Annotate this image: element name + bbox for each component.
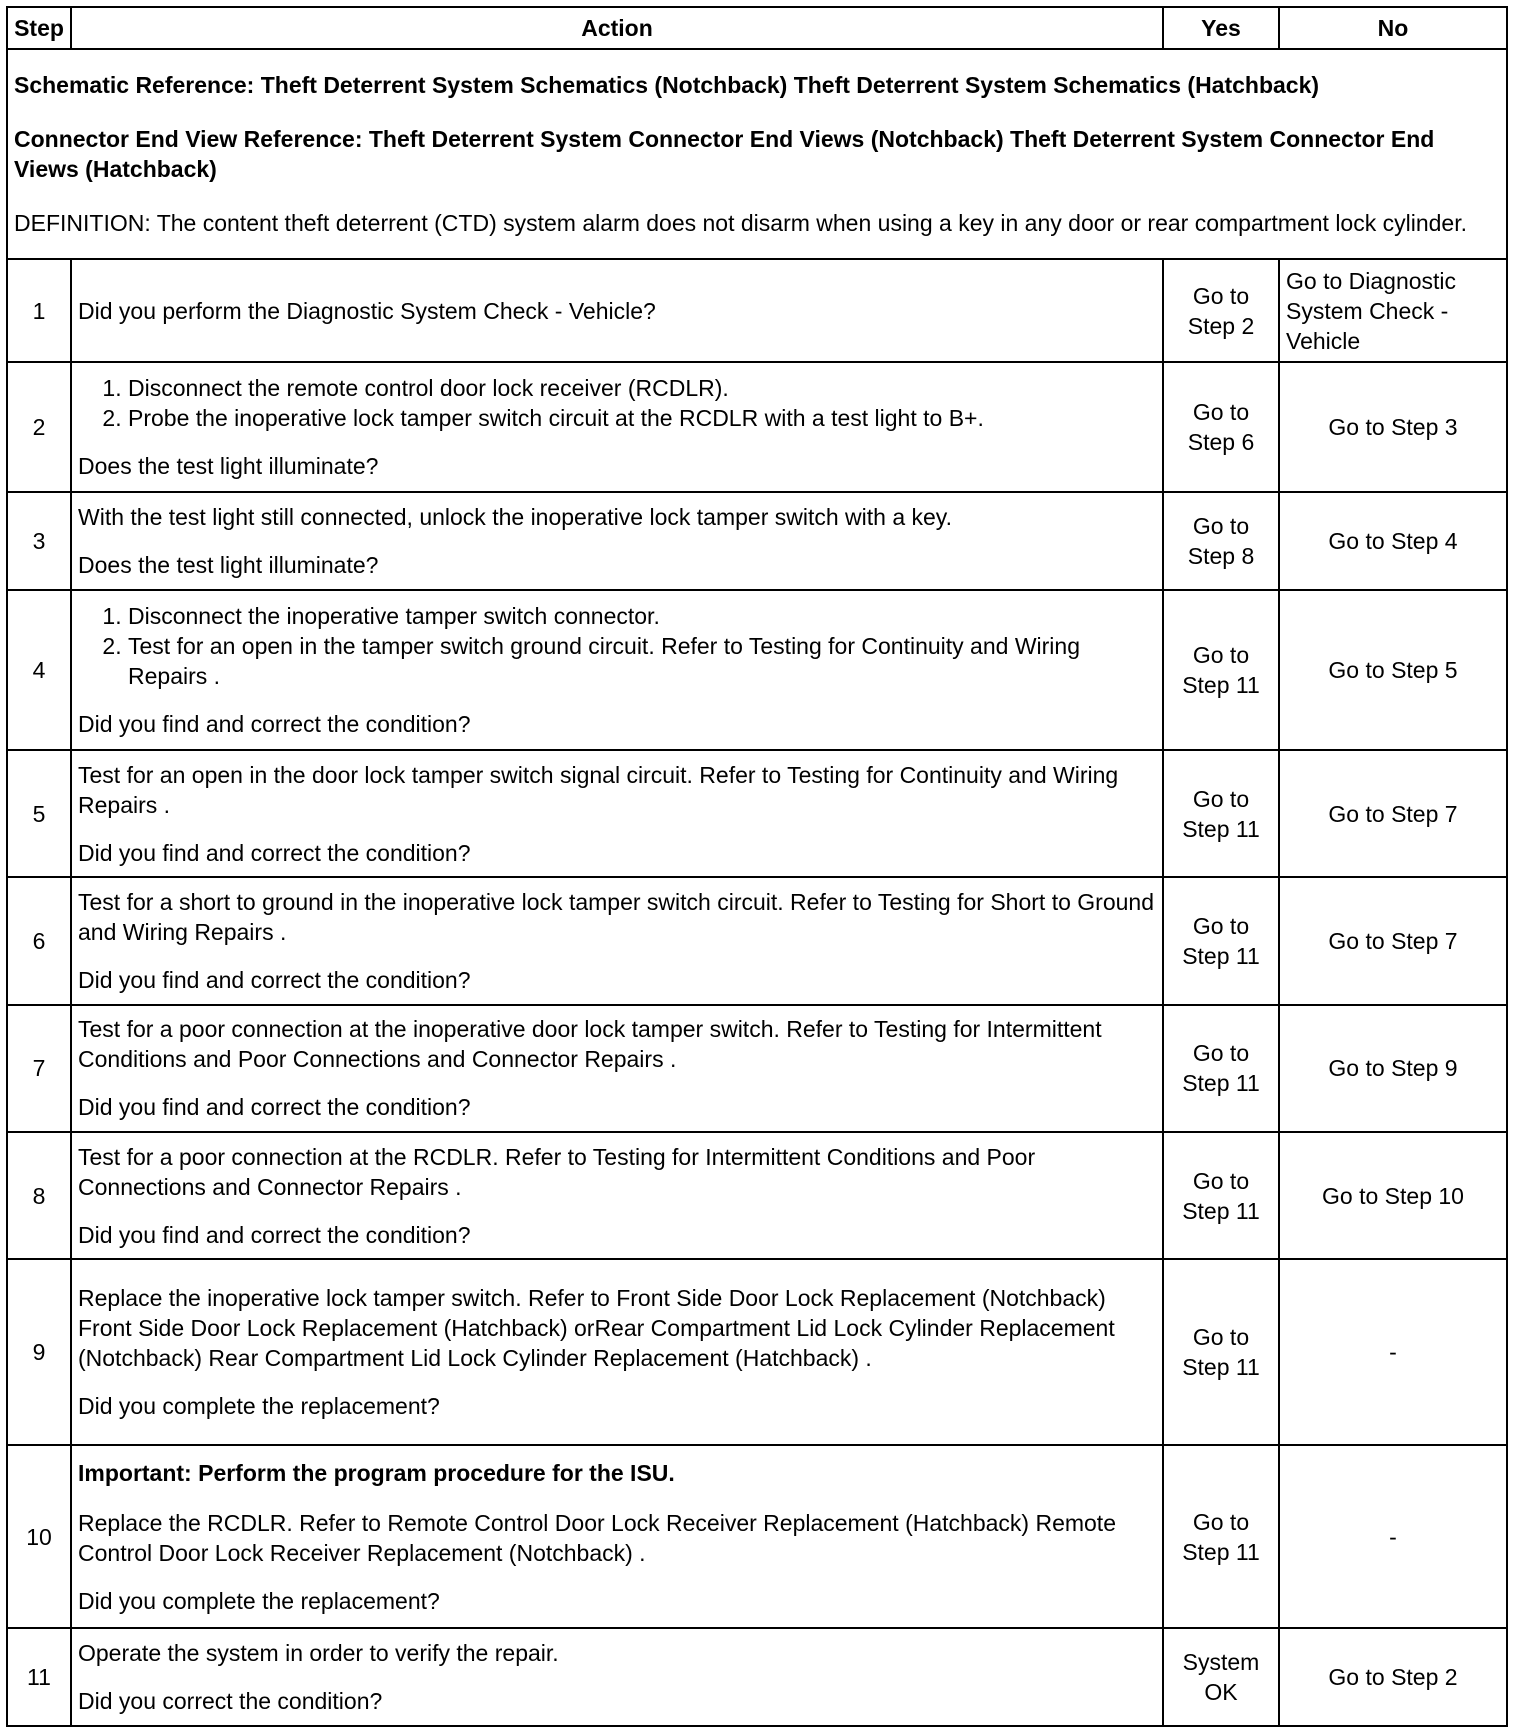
step-yes: Go to Step 11: [1163, 1259, 1279, 1445]
step-no: Go to Step 3: [1279, 362, 1507, 492]
step-action: [71, 1445, 1163, 1627]
step-action: [71, 1132, 1163, 1259]
step-text: Test for a short to ground in the inoperative lock tamper switch circuit. Refer to Testing for Short to Ground and Wiring Repairs .: [78, 889, 1154, 946]
step-action: [71, 750, 1163, 877]
step-list: [78, 373, 1156, 433]
step-yes: Go to Step 6: [1163, 362, 1279, 492]
step-question: Does the test light illuminate?: [78, 551, 379, 578]
step-yes: Go to Step 11: [1163, 1132, 1279, 1259]
step-yes: Go to Step 2: [1163, 259, 1279, 361]
step-text: Did you perform the Diagnostic System Check - Vehicle?: [78, 297, 656, 324]
step-number: 8: [7, 1132, 71, 1259]
step-question: Did you find and correct the condition?: [78, 839, 471, 866]
important-note: Important: Perform the program procedure for the ISU.: [78, 1459, 675, 1486]
diagnostic-table: [6, 6, 1508, 1727]
step-number: 11: [7, 1628, 71, 1726]
step-text: With the test light still connected, unlock the inoperative lock tamper switch with a key.: [78, 503, 952, 530]
schematic-reference: Schematic Reference: Theft Deterrent System Schematics (Notchback) Theft Deterrent System Schematics (Hatchback): [14, 72, 1320, 99]
table-row: [7, 590, 1507, 750]
step-yes: Go to Step 8: [1163, 492, 1279, 590]
step-action: [71, 1005, 1163, 1132]
step-no: -: [1279, 1445, 1507, 1627]
step-question: Does the test light illuminate?: [78, 452, 379, 479]
step-question: Did you find and correct the condition?: [78, 1094, 471, 1121]
step-number: 4: [7, 590, 71, 750]
step-action: [71, 492, 1163, 590]
step-number: 5: [7, 750, 71, 877]
step-question: Did you find and correct the condition?: [78, 711, 471, 738]
step-text: Replace the inoperative lock tamper switch. Refer to Front Side Door Lock Replacement (Notchback) Front Side Door Lock Replacement (Hatchback) orRear Compartment Lid Lock Cylinder Replacement (Notchback) Rear Compartment Lid Lock Cylinder Replacement (Hatchback) .: [78, 1285, 1115, 1372]
table-row: [7, 1005, 1507, 1132]
step-action: [71, 877, 1163, 1004]
header-row: [7, 7, 1507, 49]
table-row: [7, 259, 1507, 361]
step-number: 9: [7, 1259, 71, 1445]
step-yes: Go to Step 11: [1163, 750, 1279, 877]
table-row: [7, 877, 1507, 1004]
step-number: 10: [7, 1445, 71, 1627]
table-row: [7, 1259, 1507, 1445]
step-text: Operate the system in order to verify the repair.: [78, 1639, 559, 1666]
list-item: 2. Probe the inoperative lock tamper switch circuit at the RCDLR with a test light to B+.: [128, 403, 1156, 433]
step-yes: Go to Step 11: [1163, 1445, 1279, 1627]
step-no: Go to Step 7: [1279, 750, 1507, 877]
step-text: Replace the RCDLR. Refer to Remote Control Door Lock Receiver Replacement (Hatchback) Remote Control Door Lock Receiver Replacement (Notchback) .: [78, 1509, 1116, 1566]
list-item: 1. Disconnect the inoperative tamper switch connector.: [128, 601, 1156, 631]
step-yes: Go to Step 11: [1163, 1005, 1279, 1132]
step-question: Did you find and correct the condition?: [78, 1221, 471, 1248]
step-action: [71, 1628, 1163, 1726]
table-row: [7, 492, 1507, 590]
info-row: [7, 49, 1507, 259]
step-question: Did you complete the replacement?: [78, 1587, 440, 1614]
step-action: [71, 259, 1163, 361]
step-no: Go to Step 2: [1279, 1628, 1507, 1726]
step-no: Go to Step 9: [1279, 1005, 1507, 1132]
table-row: [7, 750, 1507, 877]
step-number: 3: [7, 492, 71, 590]
header-yes: Yes: [1163, 7, 1279, 49]
step-text: Test for an open in the door lock tamper switch signal circuit. Refer to Testing for Continuity and Wiring Repairs .: [78, 761, 1119, 818]
step-no: Go to Step 10: [1279, 1132, 1507, 1259]
step-action: [71, 362, 1163, 492]
step-number: 2: [7, 362, 71, 492]
step-no: Go to Step 7: [1279, 877, 1507, 1004]
info-cell: [7, 49, 1507, 259]
step-no: -: [1279, 1259, 1507, 1445]
list-item: 1. Disconnect the remote control door lock receiver (RCDLR).: [128, 373, 1156, 403]
step-text: Test for a poor connection at the inoperative door lock tamper switch. Refer to Testing for Intermittent Conditions and Poor Connections and Connector Repairs .: [78, 1016, 1102, 1073]
header-step: Step: [7, 7, 71, 49]
step-yes: System OK: [1163, 1628, 1279, 1726]
step-question: Did you find and correct the condition?: [78, 967, 471, 994]
table-row: [7, 362, 1507, 492]
step-action: [71, 1259, 1163, 1445]
step-yes: Go to Step 11: [1163, 877, 1279, 1004]
step-yes: Go to Step 11: [1163, 590, 1279, 750]
step-no: Go to Step 5: [1279, 590, 1507, 750]
table-row: [7, 1628, 1507, 1726]
header-action: Action: [71, 7, 1163, 49]
step-text: Test for a poor connection at the RCDLR. Refer to Testing for Intermittent Conditions and Poor Connections and Connector Repairs .: [78, 1143, 1036, 1200]
table-row: [7, 1445, 1507, 1627]
definition: DEFINITION: The content theft deterrent (CTD) system alarm does not disarm when using a key in any door or rear compartment lock cylinder.: [14, 210, 1467, 237]
step-no: Go to Step 4: [1279, 492, 1507, 590]
header-no: No: [1279, 7, 1507, 49]
step-no: Go to Diagnostic System Check - Vehicle: [1279, 259, 1507, 361]
step-list: [78, 601, 1156, 691]
connector-reference: Connector End View Reference: Theft Deterrent System Connector End Views (Notchback) Theft Deterrent System Connector End Views (Hatchback): [14, 126, 1435, 183]
step-question: Did you correct the condition?: [78, 1687, 383, 1714]
table-row: [7, 1132, 1507, 1259]
step-action: [71, 590, 1163, 750]
list-item: 2. Test for an open in the tamper switch ground circuit. Refer to Testing for Continuity and Wiring Repairs .: [128, 631, 1156, 691]
step-question: Did you complete the replacement?: [78, 1393, 440, 1420]
step-number: 1: [7, 259, 71, 361]
step-number: 6: [7, 877, 71, 1004]
step-number: 7: [7, 1005, 71, 1132]
